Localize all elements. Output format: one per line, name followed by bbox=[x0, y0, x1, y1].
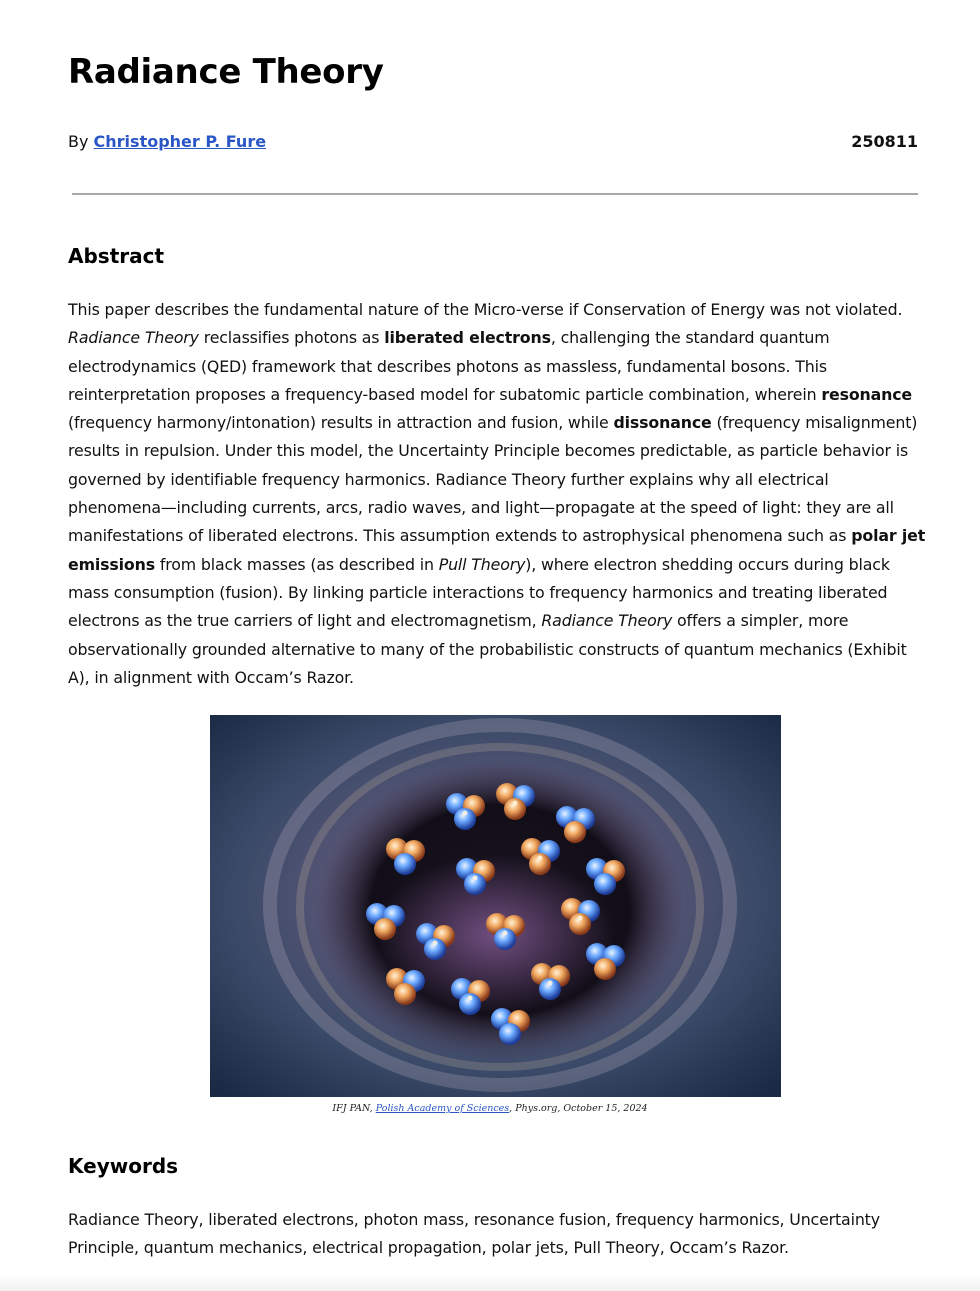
keywords-text: Radiance Theory, liberated electrons, photon mass, resonance fusion, frequency harmonics, Uncertainty Principle, quantum mechanics, electrical propagation, polar jets, Pull Theory, Occam’s Razor. bbox=[68, 1210, 880, 1258]
byline-prefix: By bbox=[68, 132, 94, 151]
figure-caption: IFJ PAN, Polish Academy of Sciences, Phys.org, October 15, 2024 bbox=[332, 1103, 648, 1114]
abstract-text: This paper describes the fundamental nature of the Micro-verse if Conservation of Energy was not violated. Radiance Theory reclassifies photons as liberated electrons, challenging the standard quantum electrodynamics (QED) framework that describes photons as massless, fundamental bosons. This reinterpretation proposes a frequency-based model for subatomic particle combination, wherein resonance (frequency harmony/intonation) results in attraction and fusion, while dissonance (frequency misalignment) results in repulsion. Under this model, the Uncertainty Principle becomes predictable, as particle behavior is governed by identifiable frequency harmonics. Radiance Theory further explains why all electrical phenomena—including currents, arcs, radio waves, and light—propagate at the speed of light: they are all manifestations of liberated electrons. This assumption extends to astrophysical phenomena such as polar jet emissions from black masses (as described in Pull Theory), where electron shedding occurs during black mass consumption (fusion). By linking particle interactions to frequency harmonics and treating liberated electrons as the true carriers of light and electromagnetism, Radiance Theory offers a simpler, more observationally grounded alternative to many of the probabilistic constructs of quantum mechanics (Exhibit A), in alignment with Occam’s Razor. bbox=[68, 300, 926, 687]
byline bbox=[68, 132, 266, 151]
header-divider bbox=[72, 193, 918, 195]
author-link[interactable]: Christopher P. Fure bbox=[93, 132, 267, 151]
caption-source-link[interactable]: Polish Academy of Sciences bbox=[375, 1103, 510, 1114]
document-number: 250811 bbox=[851, 132, 918, 151]
paper-title: Radiance Theory bbox=[68, 52, 384, 92]
page-bottom-edge bbox=[0, 1273, 980, 1291]
nucleus-image bbox=[210, 715, 781, 1097]
nucleus-illustration bbox=[210, 715, 781, 1097]
keywords-heading: Keywords bbox=[68, 1154, 179, 1178]
abstract-heading: Abstract bbox=[68, 244, 165, 268]
